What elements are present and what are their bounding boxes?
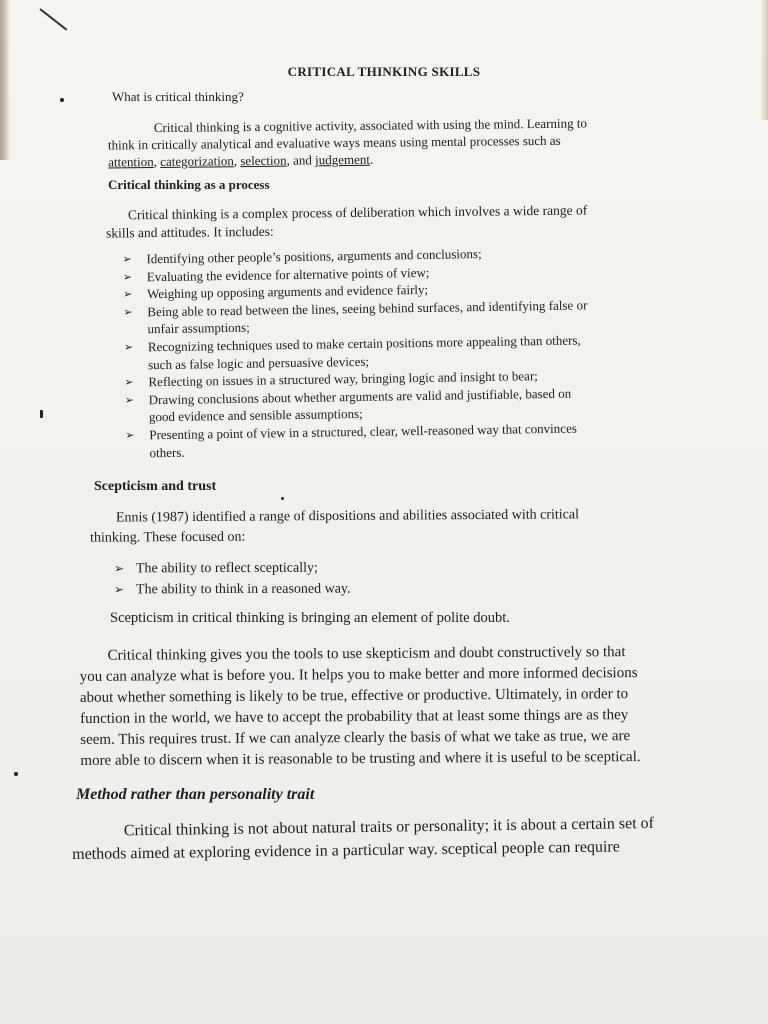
tools-line: Critical thinking gives you the tools to use skepticism and doubt constructively so that bbox=[107, 644, 626, 664]
term-attention: attention bbox=[108, 154, 154, 170]
arrow-bullet-icon: ➢ bbox=[124, 375, 134, 389]
arrow-bullet-icon: ➢ bbox=[125, 428, 135, 442]
intro-end: . bbox=[369, 151, 374, 167]
bullet-text: unfair assumptions; bbox=[147, 320, 250, 337]
method-line: methods aimed at exploring evidence in a particular way. sceptical people can require bbox=[72, 838, 620, 864]
intro-terms-line bbox=[108, 148, 587, 170]
bullet-text: The ability to reflect sceptically; bbox=[135, 560, 318, 577]
intro-line: think in critically analytical and evaluative ways means using mental processes such as bbox=[107, 132, 561, 153]
list-item bbox=[125, 419, 590, 461]
bullet-text: Drawing conclusions about whether arguments are valid and justifiable, based on bbox=[148, 385, 572, 408]
bullet-text: Being able to read between the lines, seeing behind surfaces, and identifying false or bbox=[147, 297, 588, 320]
arrow-bullet-icon: ➢ bbox=[122, 287, 133, 301]
bullet-text: Identifying other people’s positions, arguments and conclusions; bbox=[146, 246, 482, 267]
intro-paragraph bbox=[108, 114, 588, 170]
bullet-text: Weighing up opposing arguments and evidence fairly; bbox=[146, 282, 429, 302]
arrow-bullet-icon: ➢ bbox=[122, 252, 132, 266]
list-item bbox=[114, 579, 351, 601]
tools-line: you can analyze what is before you. It helps you to make better and more informed decisions bbox=[79, 665, 638, 685]
process-paragraph bbox=[106, 201, 588, 242]
arrow-bullet-icon: ➢ bbox=[113, 561, 125, 576]
term-judgement: judgement bbox=[314, 151, 371, 168]
ennis-bullet-list bbox=[114, 558, 351, 601]
process-bullet-list bbox=[122, 243, 589, 461]
bullet-text: others. bbox=[149, 444, 185, 460]
tools-line: more able to discern when it is reasonable to be trusting and where it is useful to be sceptical. bbox=[80, 749, 641, 769]
tools-line: seem. This requires trust. If we can analyze clearly the basis of what we take as true, we are bbox=[80, 728, 631, 748]
tools-line: about whether something is likely to be true, effective or productive. Ultimately, in order to bbox=[79, 686, 629, 706]
arrow-bullet-icon: ➢ bbox=[114, 582, 125, 597]
document-title: CRITICAL THINKING SKILLS bbox=[287, 64, 481, 79]
arrow-bullet-icon: ➢ bbox=[122, 270, 133, 284]
method-line: Critical thinking is not about natural traits or personality; it is about a certain set of bbox=[123, 814, 655, 840]
ennis-paragraph bbox=[90, 505, 579, 548]
process-line: skills and attitudes. It includes: bbox=[106, 223, 274, 241]
bullet-text: Evaluating the evidence for alternative points of view; bbox=[146, 264, 430, 284]
arrow-bullet-icon: ➢ bbox=[124, 393, 135, 407]
ennis-line: Ennis (1987) identified a range of dispositions and abilities associated with critical bbox=[115, 507, 580, 526]
intro-sep: , and bbox=[286, 152, 316, 168]
bullet-text: Presenting a point of view in a structured, clear, well-reasoned way that convinces bbox=[149, 420, 577, 443]
list-item bbox=[114, 558, 351, 580]
process-line: Critical thinking is a complex process of deliberation which involves a wide range of bbox=[127, 202, 588, 223]
bullet-text: The ability to think in a reasoned way. bbox=[136, 581, 351, 598]
intro-line: Critical thinking is a cognitive activity, associated with using the mind. Learning to bbox=[153, 115, 588, 136]
bullet-text: such as false logic and persuasive devices; bbox=[148, 353, 370, 372]
scepticism-heading: Scepticism and trust bbox=[94, 479, 217, 494]
bullet-text: good evidence and sensible assumptions; bbox=[148, 406, 363, 425]
question-heading: What is critical thinking? bbox=[112, 89, 244, 104]
bullet-text: Recognizing techniques used to make certain positions more appealing than others, bbox=[147, 332, 581, 355]
bullet-text: Reflecting on issues in a structured way, bringing logic and insight to bear; bbox=[148, 368, 538, 390]
doubt-line: Scepticism in critical thinking is bringing an element of polite doubt. bbox=[110, 610, 510, 626]
process-heading: Critical thinking as a process bbox=[108, 177, 270, 192]
term-selection: selection bbox=[240, 152, 287, 169]
tools-paragraph bbox=[80, 642, 641, 772]
method-paragraph bbox=[72, 812, 655, 866]
ennis-line: thinking. These focused on: bbox=[90, 529, 246, 546]
tools-line: function in the world, we have to accept the probability that at least some things are as they bbox=[80, 707, 629, 727]
intro-sep: , bbox=[233, 153, 241, 169]
arrow-bullet-icon: ➢ bbox=[123, 305, 133, 319]
intro-sep: , bbox=[153, 153, 161, 170]
method-heading: Method rather than personality trait bbox=[76, 786, 315, 803]
arrow-bullet-icon: ➢ bbox=[123, 340, 134, 354]
term-categorization: categorization bbox=[160, 153, 234, 169]
